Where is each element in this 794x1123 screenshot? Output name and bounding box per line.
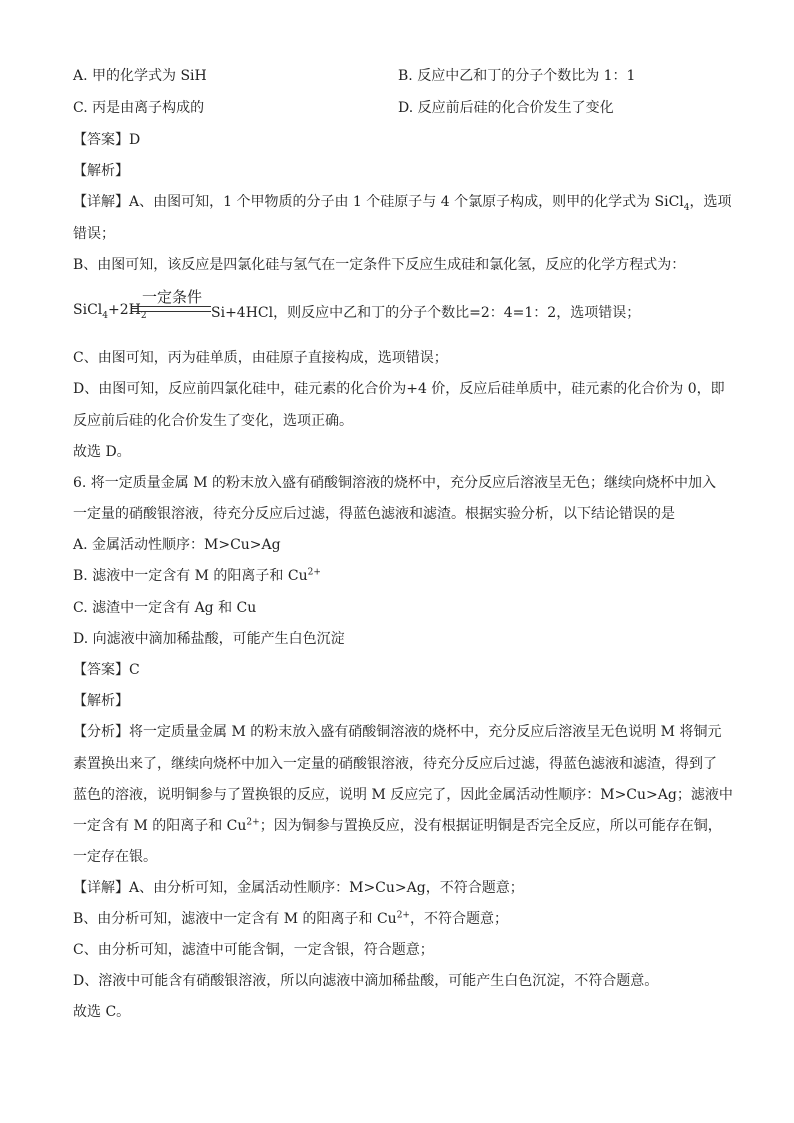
q6-detail-b-superscript: 2+ bbox=[396, 910, 410, 921]
q5-conclusion: 故选 D。 bbox=[73, 444, 131, 460]
eq-sub-4: 4 bbox=[102, 310, 108, 321]
q5-detail-d-line2: 反应前后硅的化合价发生了变化，选项正确。 bbox=[73, 413, 353, 429]
q5-option-d: D. 反应前后硅的化合价发生了变化 bbox=[398, 100, 614, 116]
eq-sub-2: 2 bbox=[140, 310, 147, 321]
q6-stem-line2: 一定量的硝酸银溶液，待充分反应后过滤，得蓝色滤液和滤渣。根据实验分析，以下结论错误的是 bbox=[73, 506, 675, 522]
q5-option-c: C. 丙是由离子构成的 bbox=[73, 100, 205, 116]
equation-products: Si+4HCl，则反应中乙和丁的分子个数比=2：4=1：2，选项错误； bbox=[211, 305, 641, 321]
q6-analysis-line4-superscript: 2+ bbox=[246, 817, 260, 828]
q6-analysis-line5: 一定存在银。 bbox=[73, 849, 157, 865]
q5-answer: 【答案】D bbox=[73, 132, 141, 148]
q6-option-b-superscript: 2+ bbox=[307, 567, 321, 578]
q5-detail-b-line1: B、由图可知，该反应是四氯化硅与氢气在一定条件下反应生成硅和氯化氢，反应的化学方程式为： bbox=[73, 257, 686, 273]
q6-option-d: D. 向滤液中滴加稀盐酸，可能产生白色沉淀 bbox=[73, 631, 345, 647]
q6-option-b bbox=[73, 567, 321, 585]
q6-detail-b-tail: ，不符合题意； bbox=[409, 911, 508, 927]
q5-detail-a-tail: ，选项 bbox=[689, 194, 732, 210]
q6-analysis-line3: 蓝色的溶液，说明铜参与了置换银的反应，说明 M 反应完了，因此金属活动性顺序：M>Cu>Ag；滤液中 bbox=[73, 787, 733, 803]
q6-analysis-line4-b: ；因为铜参与置换反应，没有根据证明铜是否完全反应，所以可能存在铜， bbox=[259, 818, 722, 834]
equation-condition: 一定条件 bbox=[141, 288, 202, 306]
q6-detail-a: 【详解】A、由分析可知，金属活动性顺序：M>Cu>Ag，不符合题意； bbox=[73, 880, 524, 896]
q6-option-c: C. 滤渣中一定含有 Ag 和 Cu bbox=[73, 600, 257, 616]
q5-option-b: B. 反应中乙和丁的分子个数比为 1：1 bbox=[398, 68, 636, 84]
q6-analysis-line4-a: 一定含有 M 的阳离子和 Cu bbox=[73, 818, 247, 834]
q6-conclusion: 故选 C。 bbox=[73, 1004, 131, 1020]
q6-analysis-line2: 素置换出来了，继续向烧杯中加入一定量的硝酸银溶液，待充分反应后过滤，得蓝色滤液和滤渣，得到了 bbox=[73, 756, 717, 772]
q6-analysis-line4 bbox=[73, 817, 722, 835]
q5-option-a: A. 甲的化学式为 SiH bbox=[73, 68, 207, 84]
q5-detail-a-line2: 错误； bbox=[73, 226, 115, 242]
q6-option-a: A. 金属活动性顺序：M>Cu>Ag bbox=[73, 537, 281, 553]
q5-detail-d-line1: D、由图可知，反应前四氯化硅中，硅元素的化合价为+4 价，反应后硅单质中，硅元素的化合价为 0，即 bbox=[73, 381, 725, 397]
q6-detail-d: D、溶液中可能含有硝酸银溶液，所以向滤液中滴加稀盐酸，可能产生白色沉淀，不符合题意。 bbox=[73, 973, 659, 989]
q6-detail-c: C、由分析可知，滤渣中可能含铜，一定含银，符合题意； bbox=[73, 942, 434, 958]
chemical-equation bbox=[73, 286, 713, 326]
q6-analysis-line1: 【分析】将一定质量金属 M 的粉末放入盛有硝酸铜溶液的烧杯中，充分反应后溶液呈无色说明 M 将铜元 bbox=[73, 724, 722, 740]
q5-analysis-label: 【解析】 bbox=[73, 163, 129, 179]
eq-plus-h: +2H bbox=[108, 302, 141, 318]
q5-detail-a-text: 【详解】A、由图可知，1 个甲物质的分子由 1 个硅原子与 4 个氯原子构成，则甲的化学式为 SiCl bbox=[73, 194, 684, 210]
equation-equals-bar bbox=[131, 306, 211, 312]
q5-detail-a-subscript: 4 bbox=[683, 202, 690, 213]
q6-stem-line1: 6. 将一定质量金属 M 的粉末放入盛有硝酸铜溶液的烧杯中，充分反应后溶液呈无色；继续向烧杯中加入 bbox=[73, 475, 717, 491]
q6-detail-b-text: B、由分析可知，滤液中一定含有 M 的阳离子和 Cu bbox=[73, 911, 397, 927]
q6-answer: 【答案】C bbox=[73, 662, 140, 678]
q6-option-b-text: B. 滤液中一定含有 M 的阳离子和 Cu bbox=[73, 568, 308, 584]
q5-detail-c: C、由图可知，丙为硅单质，由硅原子直接构成，选项错误； bbox=[73, 350, 448, 366]
eq-sicl: SiCl bbox=[73, 302, 103, 318]
q6-detail-b bbox=[73, 910, 508, 928]
q6-analysis-label: 【解析】 bbox=[73, 693, 129, 709]
q5-detail-a-line1 bbox=[73, 193, 732, 211]
